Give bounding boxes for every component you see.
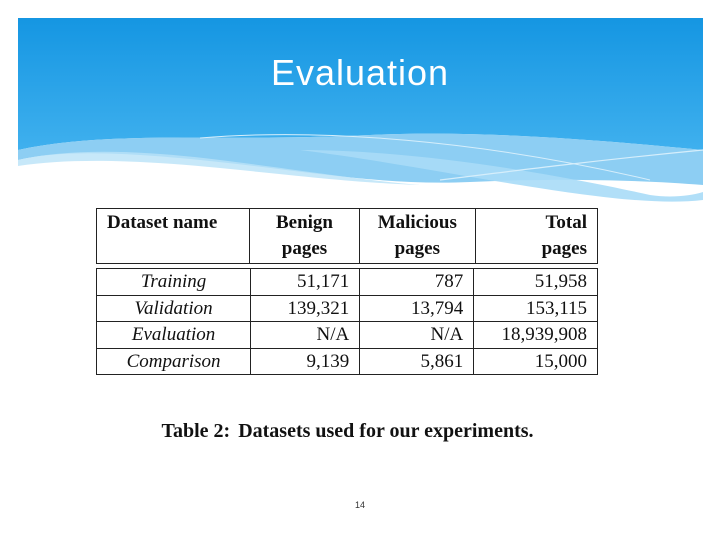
table-body bbox=[96, 268, 598, 375]
datasets-table bbox=[96, 208, 598, 375]
table-header-row bbox=[97, 209, 598, 264]
header-benign-pages: Benign pages bbox=[250, 209, 359, 264]
header-wave-graphic bbox=[0, 0, 720, 220]
table-caption bbox=[0, 420, 695, 443]
table-row bbox=[97, 295, 598, 322]
cell-malicious: N/A bbox=[360, 322, 474, 349]
slide-header-banner bbox=[0, 0, 720, 220]
header-dataset-name: Dataset name bbox=[97, 209, 250, 264]
cell-dataset-name: Training bbox=[97, 269, 251, 296]
cell-dataset-name: Evaluation bbox=[97, 322, 251, 349]
cell-total: 153,115 bbox=[474, 295, 598, 322]
header-total-pages: Total pages bbox=[475, 209, 597, 264]
table-row bbox=[97, 322, 598, 349]
cell-total: 18,939,908 bbox=[474, 322, 598, 349]
caption-label: Table 2: bbox=[161, 420, 231, 442]
page-number: 14 bbox=[354, 500, 365, 510]
cell-dataset-name: Validation bbox=[97, 295, 251, 322]
cell-benign: 9,139 bbox=[251, 348, 360, 375]
cell-total: 15,000 bbox=[474, 348, 598, 375]
cell-total: 51,958 bbox=[474, 269, 598, 296]
cell-benign: 139,321 bbox=[251, 295, 360, 322]
cell-benign: 51,171 bbox=[251, 269, 360, 296]
table-row bbox=[97, 269, 598, 296]
cell-benign: N/A bbox=[251, 322, 360, 349]
table-row bbox=[97, 348, 598, 375]
caption-text: Datasets used for our experiments. bbox=[238, 420, 534, 442]
header-malicious-pages: Malicious pages bbox=[359, 209, 475, 264]
cell-malicious: 13,794 bbox=[360, 295, 474, 322]
cell-malicious: 5,861 bbox=[360, 348, 474, 375]
cell-malicious: 787 bbox=[360, 269, 474, 296]
slide-title: Evaluation bbox=[270, 52, 450, 93]
table-header bbox=[96, 208, 598, 264]
cell-dataset-name: Comparison bbox=[97, 348, 251, 375]
